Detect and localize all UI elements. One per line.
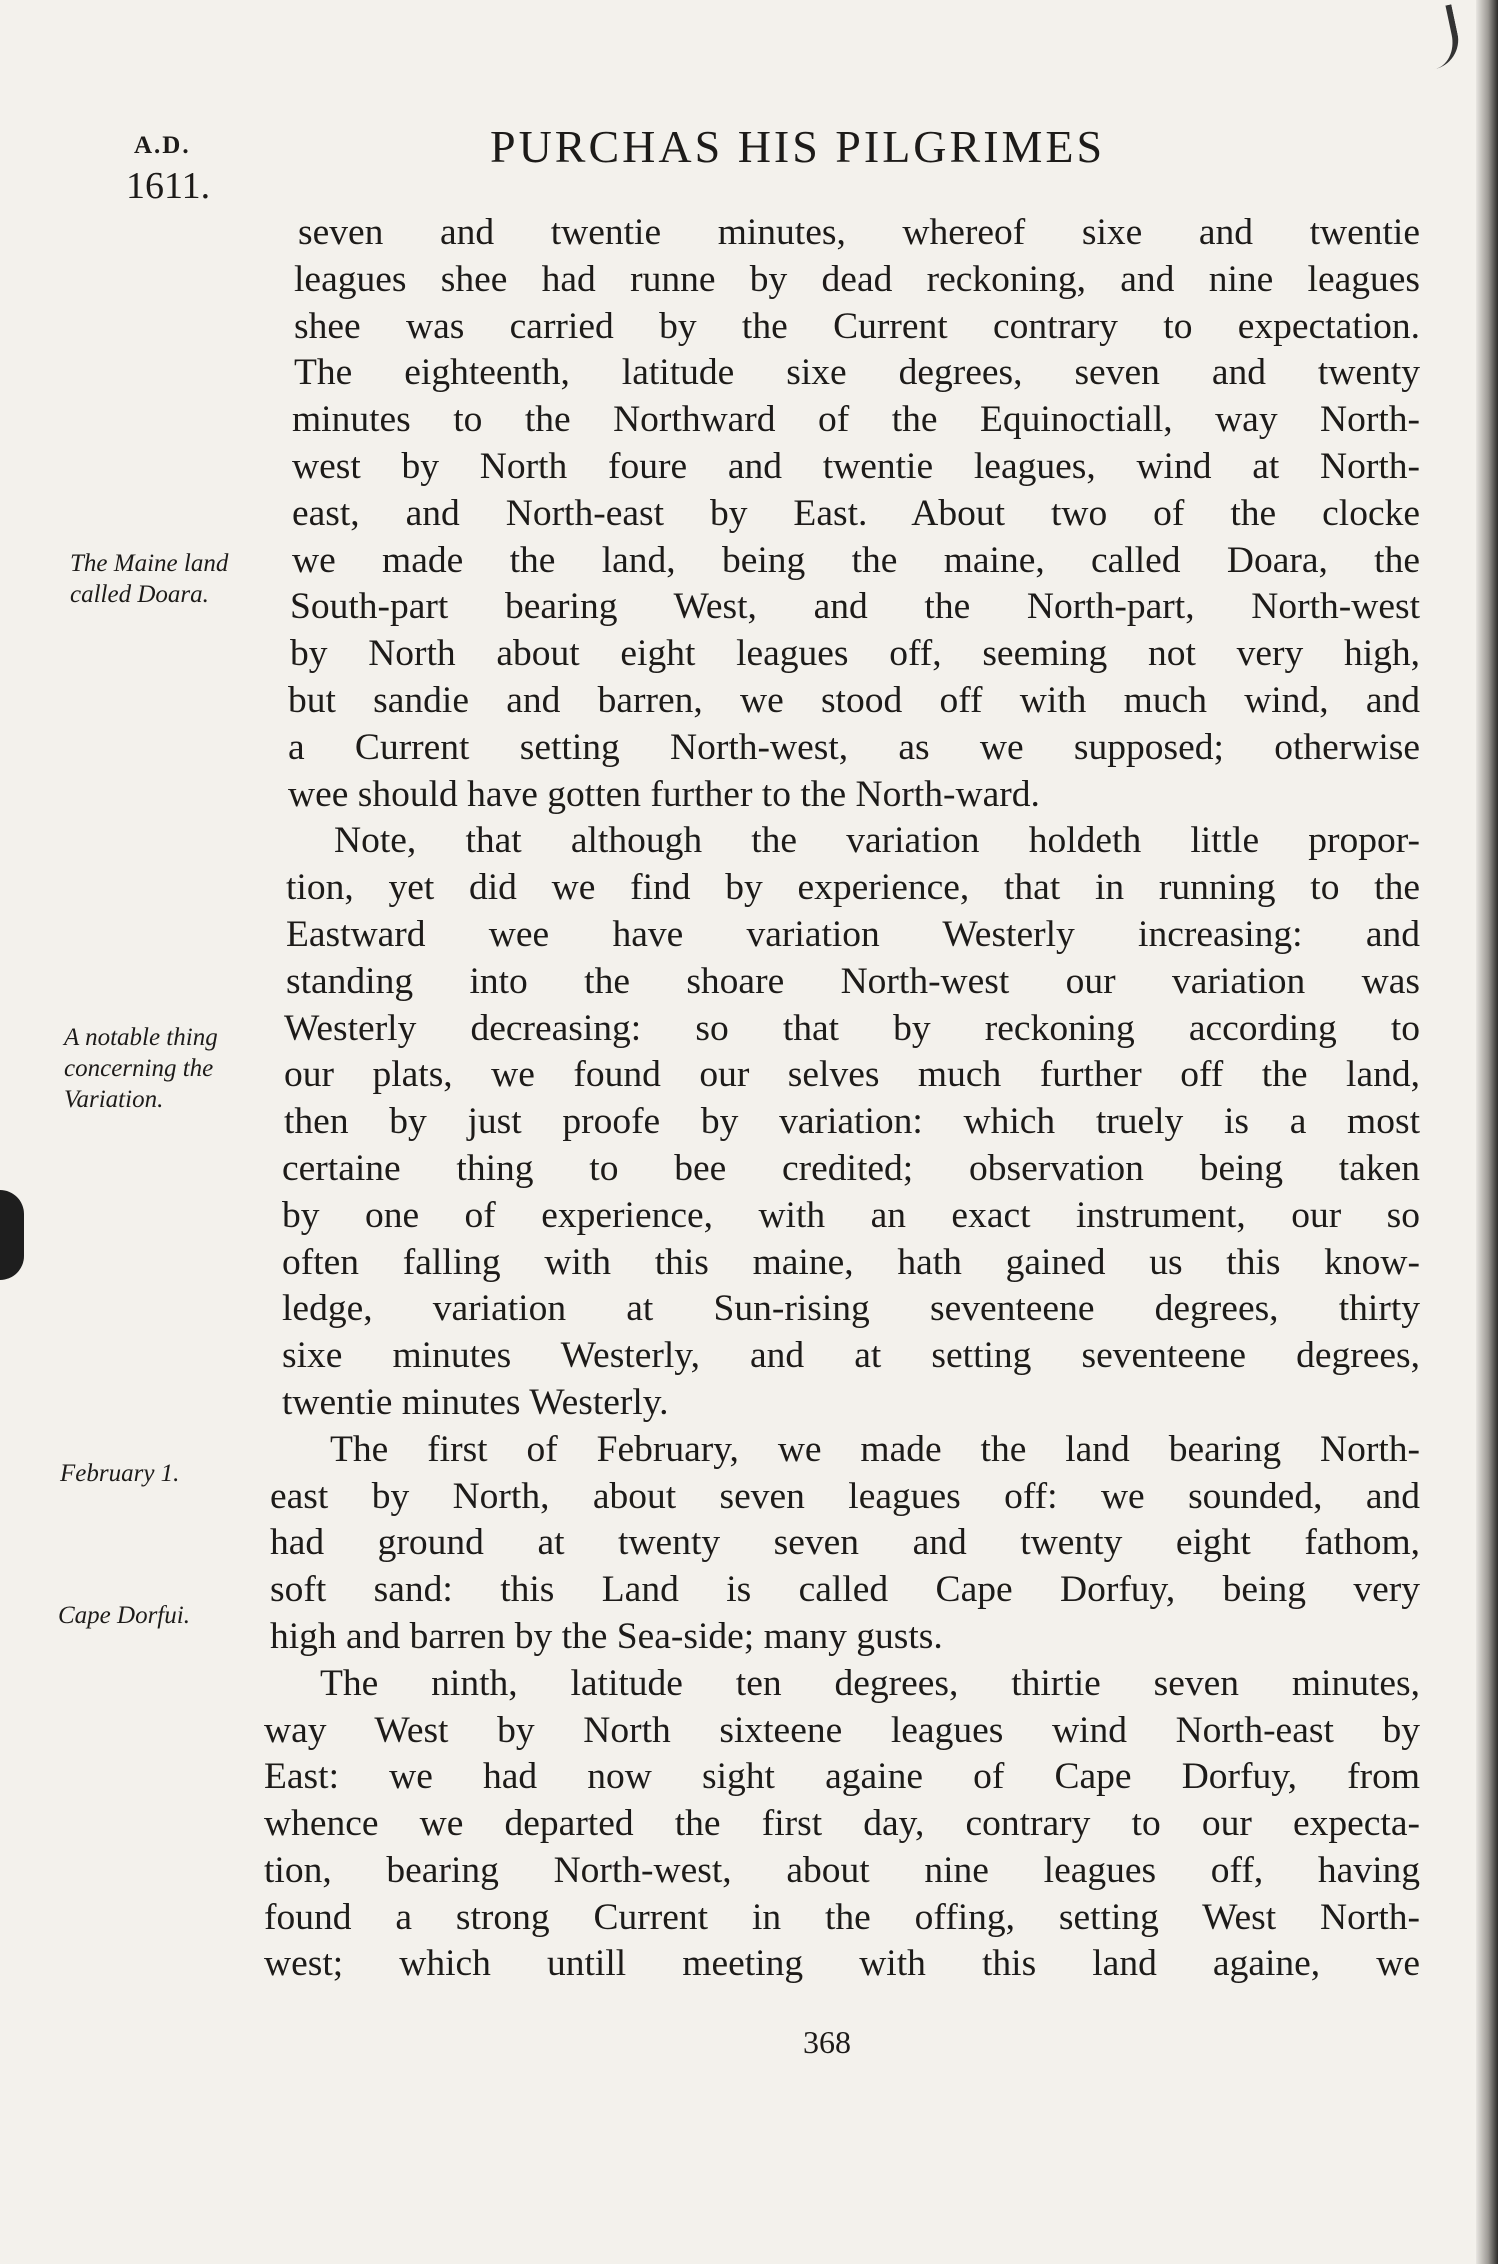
text-line: by North about eight leagues off, seeming not very high, [290, 633, 1420, 675]
text-line: The ninth, latitude ten degrees, thirtie seven minutes, [320, 1662, 1420, 1704]
margin-note-cape-dorfui: Cape Dorfui. [58, 1602, 190, 1629]
text-line: a Current setting North-west, as we supposed; otherwise [288, 726, 1420, 768]
text-line: high and barren by the Sea-side; many gusts. [270, 1615, 943, 1657]
text-line: East: we had now sight againe of Cape Dorfuy, from [264, 1756, 1420, 1798]
page-edge-shadow [1476, 0, 1498, 2264]
text-line: standing into the shoare North-west our variation was [286, 960, 1420, 1002]
text-line: sixe minutes Westerly, and at setting seventeene degrees, [282, 1335, 1420, 1377]
text-line: seven and twentie minutes, whereof sixe and twentie [298, 212, 1420, 253]
text-line: Note, that although the variation holdeth little propor- [334, 820, 1420, 862]
text-line: The first of February, we made the land bearing North- [330, 1428, 1420, 1470]
text-line: Westerly decreasing: so that by reckoning according to [284, 1007, 1420, 1049]
margin-note-variation: A notable thing concerning the Variation. [64, 1024, 218, 1113]
binding-blot [0, 1190, 24, 1280]
margin-note-doara: The Maine land called Doara. [70, 550, 229, 608]
text-line: found a strong Current in the offing, setting West North- [264, 1896, 1420, 1938]
text-line: minutes to the Northward of the Equinoctiall, way North- [292, 399, 1420, 441]
text-line: tion, yet did we find by experience, that in running to the [286, 867, 1420, 909]
text-line: we made the land, being the maine, called Doara, the [292, 539, 1420, 581]
body-text [264, 210, 1420, 1988]
text-line: but sandie and barren, we stood off with much wind, and [288, 679, 1420, 721]
text-line: west; which untill meeting with this land againe, we [264, 1943, 1420, 1985]
text-line: often falling with this maine, hath gained us this know- [282, 1241, 1420, 1283]
text-line: leagues shee had runne by dead reckoning, and nine leagues [294, 258, 1420, 300]
text-line: The eighteenth, latitude sixe degrees, seven and twenty [294, 352, 1420, 394]
running-title: PURCHAS HIS PILGRIMES [490, 121, 1106, 172]
text-line: by one of experience, with an exact instrument, our so [282, 1194, 1420, 1236]
text-line: ledge, variation at Sun-rising seventeene degrees, thirty [282, 1288, 1420, 1330]
text-line: east, and North-east by East. About two of the clocke [292, 492, 1420, 534]
text-line: had ground at twenty seven and twenty eight fathom, [270, 1522, 1420, 1564]
text-line: east by North, about seven leagues off: we sounded, and [270, 1475, 1420, 1517]
text-line: Eastward wee have variation Westerly increasing: and [286, 913, 1420, 955]
text-line: wee should have gotten further to the North-ward. [288, 773, 1040, 815]
margin-era: A.D. [134, 132, 191, 159]
text-line: our plats, we found our selves much further off the land, [284, 1054, 1420, 1096]
text-line: west by North foure and twentie leagues, wind at North- [292, 445, 1420, 487]
text-line: tion, bearing North-west, about nine leagues off, having [264, 1849, 1420, 1891]
text-line: way West by North sixteene leagues wind North-east by [264, 1709, 1420, 1751]
text-line: South-part bearing West, and the North-part, North-west [290, 586, 1420, 628]
text-line: soft sand: this Land is called Cape Dorfuy, being very [270, 1569, 1420, 1611]
margin-note-february: February 1. [60, 1460, 180, 1487]
margin-year: 1611. [126, 165, 211, 207]
text-line: then by just proofe by variation: which truely is a most [284, 1101, 1420, 1143]
corner-mark [1410, 4, 1464, 71]
text-line: certaine thing to bee credited; observation being taken [282, 1147, 1420, 1189]
text-line: shee was carried by the Current contrary to expectation. [294, 305, 1420, 347]
text-line: twentie minutes Westerly. [282, 1381, 669, 1423]
text-line: whence we departed the first day, contrary to our expecta- [264, 1803, 1420, 1845]
page-number: 368 [803, 2024, 851, 2060]
